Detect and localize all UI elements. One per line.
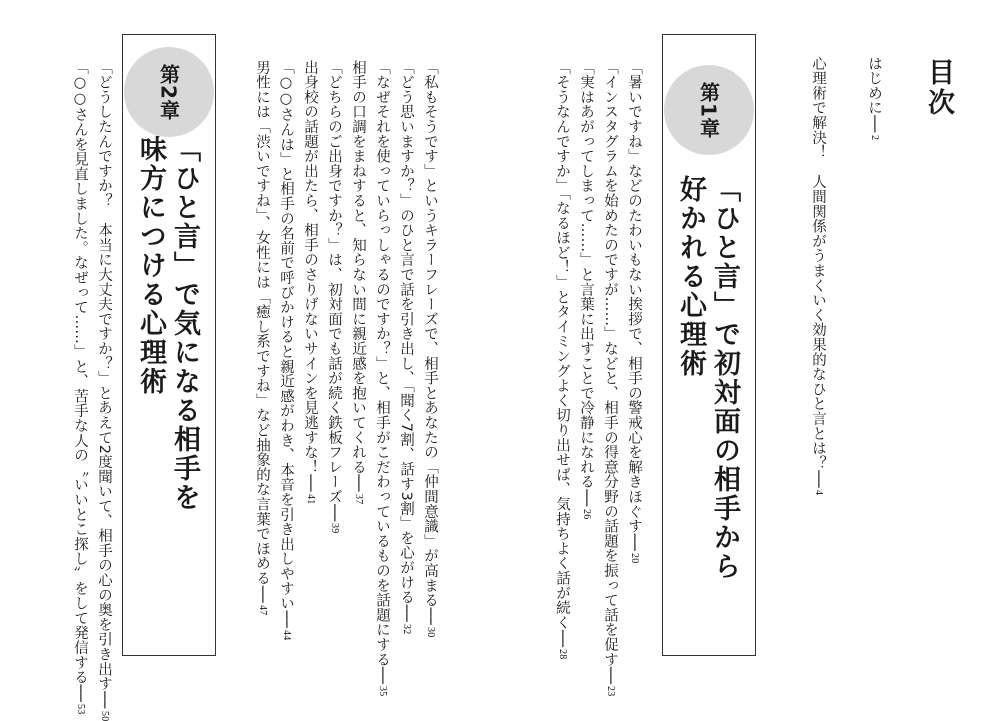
page-number: 41 <box>305 493 316 505</box>
toc-entry-preface[interactable] <box>808 56 828 495</box>
toc-entry-ch2-2[interactable] <box>70 60 90 715</box>
chapter2-title <box>133 135 201 512</box>
toc-entry-ch1-5[interactable] <box>420 60 440 638</box>
toc-entry-ch1-2[interactable] <box>600 60 620 697</box>
toc-entry-ch1-1[interactable] <box>624 60 644 564</box>
entry-text: 「そうなんですか」「なるほど！」とタイミングよく切り出せば、気持ちよく話が続く <box>554 60 570 630</box>
entry-text: 「どうしたんですか？ 本当に大丈夫ですか？」とあえて2度聞いて、相手の心の奥を引き出す <box>96 60 112 692</box>
page-number: 47 <box>257 605 268 616</box>
leader-dash: ── <box>602 666 618 685</box>
page-number: 20 <box>629 553 640 564</box>
toc-entry-ch2-1[interactable] <box>94 60 114 721</box>
entry-text: 「暑いですね」などのたわいもない挨拶で、相手の警戒心を解きほぐす <box>626 60 642 534</box>
toc-entry-ch1-4[interactable] <box>552 60 572 660</box>
page-number: 2 <box>869 134 880 140</box>
page-number: 50 <box>99 710 110 721</box>
page-number: 30 <box>425 627 436 638</box>
chapter1-title-line2: 好かれる心理術 <box>675 175 706 378</box>
leader-dash: ── <box>866 115 882 133</box>
toc-entry-ch1-9[interactable] <box>324 60 344 534</box>
entry-text: 出身校の話題が出たら、相手のさりげないサインを見逃すな！ <box>302 60 318 475</box>
leader-dash: ── <box>578 489 594 507</box>
leader-dash: ── <box>72 684 88 703</box>
toc-entry-ch1-6[interactable] <box>396 60 416 635</box>
chapter2-title-line2: 味方につける心理術 <box>135 135 166 396</box>
leader-dash: ── <box>554 629 570 648</box>
toc-title: 目次 <box>923 58 954 118</box>
entry-text: 「実はあがってしまって……」と言葉に出すことで冷静になれる <box>578 60 594 490</box>
leader-dash: ── <box>626 533 642 552</box>
chapter1-label: 第1章 <box>696 81 721 139</box>
entry-text: 「○○さんを見直しました。なぜって……」と、苦手な人の〝いいとこ探し〟をして発信する <box>72 60 88 685</box>
chapter2-title-line1: 「ひと言」で気になる相手を <box>169 135 200 512</box>
chapter2-title-box <box>122 34 216 656</box>
leader-dash: ── <box>810 470 826 488</box>
leader-dash: ── <box>302 474 318 492</box>
chapter2-badge <box>124 47 214 137</box>
leader-dash: ── <box>422 607 438 626</box>
entry-text: 「私もそうです」というキラーフレーズで、相手とあなたの「仲間意識」が高まる <box>422 60 438 608</box>
toc-entry-ch1-10[interactable] <box>300 60 320 504</box>
leader-dash: ── <box>278 610 294 629</box>
toc-entry-ch1-8[interactable] <box>348 60 368 504</box>
page-number: 37 <box>353 493 364 505</box>
page-number: 39 <box>329 523 340 535</box>
page-number: 28 <box>557 649 568 661</box>
page-number: 53 <box>75 704 86 715</box>
chapter1-title-box <box>662 34 756 656</box>
entry-text: 「○○さんは」と相手の名前で呼びかけると親近感がわき、本音を引き出しやすい <box>278 60 294 611</box>
entry-text: 「インスタグラムを始めたのですが……」などと、相手の得意分野の話題を振って話を促す <box>602 60 618 667</box>
entry-text: 男性には「渋いですね」、女性には「癒し系ですね」など抽象的な言葉でほめる <box>254 60 270 586</box>
chapter1-badge <box>664 65 754 155</box>
leader-dash: ── <box>350 474 366 492</box>
page-number: 44 <box>281 630 292 641</box>
entry-text: 「どう思いますか？」のひと言で話を引き出し、「聞く7割、話す3割」を心がける <box>398 60 414 605</box>
chapter2-label: 第2章 <box>156 63 181 121</box>
page-number: 23 <box>605 686 616 697</box>
entry-text: はじめに <box>866 56 882 116</box>
page-number: 35 <box>377 686 388 697</box>
entry-text: 相手の口調をまねすると、知らない間に親近感を抱いてくれる <box>350 60 366 475</box>
leader-dash: ── <box>326 504 342 522</box>
toc-entry-ch1-7[interactable] <box>372 60 392 697</box>
chapter1-title <box>673 175 741 581</box>
toc-entry-intro[interactable] <box>864 56 884 140</box>
entry-text: 心理術で解決！ 人間関係がうまくいく効果的なひと言とは？ <box>810 56 826 471</box>
leader-dash: ── <box>254 585 270 604</box>
entry-text: 「どちらのご出身ですか？」は、初対面でも話が続く鉄板フレーズ <box>326 60 342 504</box>
page-number: 26 <box>581 508 592 520</box>
leader-dash: ── <box>374 666 390 685</box>
page-number: 32 <box>401 624 412 635</box>
chapter1-title-line1: 「ひと言」で初対面の相手から <box>709 175 740 581</box>
toc-entry-ch1-11[interactable] <box>276 60 296 641</box>
leader-dash: ── <box>96 691 112 709</box>
toc-entry-ch1-3[interactable] <box>576 60 596 519</box>
page-number: 4 <box>813 489 824 496</box>
leader-dash: ── <box>398 604 414 623</box>
entry-text: 「なぜそれを使っていらっしゃるのですか？」と、相手がこだわっているものを話題にする <box>374 60 390 667</box>
toc-entry-ch1-12[interactable] <box>252 60 272 616</box>
